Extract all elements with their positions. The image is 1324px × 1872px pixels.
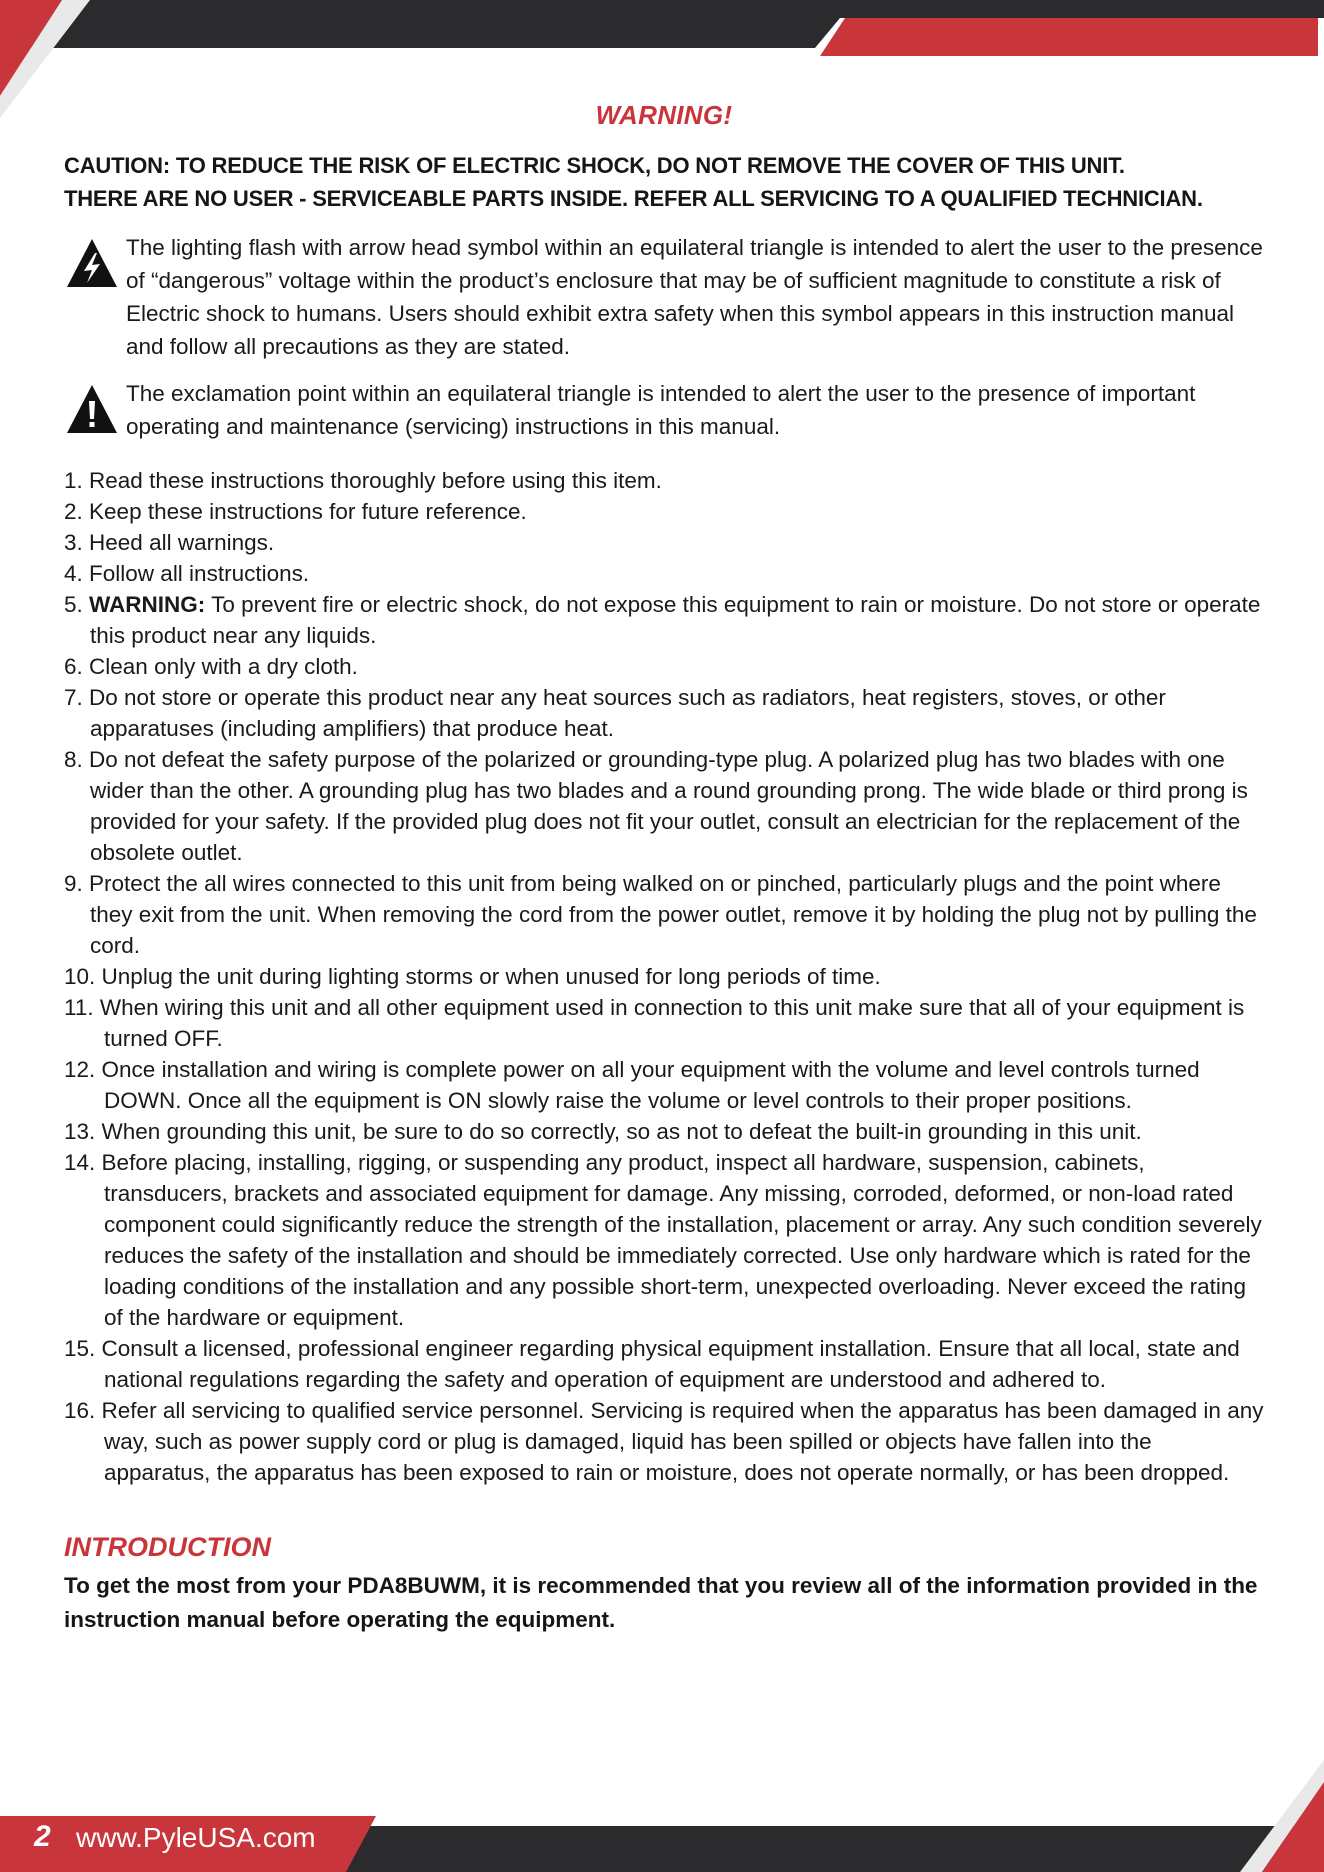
website-url: www.PyleUSA.com [76, 1822, 316, 1853]
list-item: 16. Refer all servicing to qualified service personnel. Servicing is required when the apparatus has been damaged in any way, such as power supply cord or plug is damaged, liquid has been spilled or objects have fallen into the apparatus, the apparatus has been exposed to rain or moisture, does not operate normally, or has been dropped. [64, 1398, 1264, 1485]
list-item: 2. Keep these instructions for future reference. [64, 499, 527, 524]
caution-line: THERE ARE NO USER - SERVICEABLE PARTS INSIDE. REFER ALL SERVICING TO A QUALIFIED TECHNICIAN. [64, 186, 1203, 211]
symbol-description: The exclamation point within an equilateral triangle is intended to alert the user to the presence of important operating and maintenance (servicing) instructions in this manual. [126, 381, 1196, 439]
page-number: 2 [34, 1820, 51, 1853]
list-item: 9. Protect the all wires connected to this unit from being walked on or pinched, particularly plugs and the point where they exit from the unit. When removing the cord from the power outlet, remove it by holding the plug not by pulling the cord. [64, 871, 1257, 958]
exclamation-triangle-icon [64, 381, 120, 437]
warning-label: WARNING: [89, 592, 206, 617]
list-item: 8. Do not defeat the safety purpose of the polarized or grounding-type plug. A polarized plug has two blades with one wider than the other. A grounding plug has two blades and a round grounding prong. The wide blade or third prong is provided for your safety. If the provided plug does not fit your outlet, consult an electrician for the replacement of the obsolete outlet. [64, 747, 1248, 865]
safety-instructions-list [64, 465, 1264, 1488]
lightning-triangle-icon [64, 235, 120, 291]
introduction-heading: INTRODUCTION [64, 1532, 271, 1562]
list-item: 7. Do not store or operate this product near any heat sources such as radiators, heat registers, stoves, or other apparatuses (including amplifiers) that produce heat. [64, 685, 1166, 741]
list-item: 1. Read these instructions thoroughly before using this item. [64, 468, 662, 493]
symbol-explanation-lightning [64, 231, 1264, 363]
list-item: 6. Clean only with a dry cloth. [64, 654, 358, 679]
header-red-band [820, 18, 1318, 56]
caution-line: CAUTION: TO REDUCE THE RISK OF ELECTRIC SHOCK, DO NOT REMOVE THE COVER OF THIS UNIT. [64, 153, 1125, 178]
warning-title: WARNING! [595, 100, 733, 130]
list-item: 10. Unplug the unit during lighting storms or when unused for long periods of time. [64, 964, 881, 989]
list-item: 3. Heed all warnings. [64, 530, 275, 555]
list-item: 13. When grounding this unit, be sure to do so correctly, so as not to defeat the built-in grounding in this unit. [64, 1119, 1142, 1144]
symbol-description: The lighting flash with arrow head symbol within an equilateral triangle is intended to alert the user to the presence of “dangerous” voltage within the product’s enclosure that may be of sufficient magnitude to constitute a risk of Electric shock to humans. Users should exhibit extra safety when this symbol appears in this instruction manual and follow all precautions as they are stated. [126, 235, 1263, 359]
symbol-explanation-exclamation [64, 377, 1264, 443]
list-item: 4. Follow all instructions. [64, 561, 310, 586]
page-content [64, 100, 1264, 1637]
list-item: 11. When wiring this unit and all other equipment used in connection to this unit make sure that all of your equipment is turned OFF. [64, 995, 1245, 1051]
introduction-text: To get the most from your PDA8BUWM, it is recommended that you review all of the information provided in the instruction manual before operating the equipment. [64, 1573, 1258, 1632]
list-item: 15. Consult a licensed, professional engineer regarding physical equipment installation. Ensure that all local, state and national regulations regarding the safety and operation of equipment are understood and adhered to. [64, 1336, 1240, 1392]
caution-notice [64, 149, 1264, 215]
list-item: 14. Before placing, installing, rigging, or suspending any product, inspect all hardware, suspension, cabinets, transducers, brackets and associated equipment for damage. Any missing, corroded, deformed, or non-load rated component could significantly reduce the strength of the installation, placement or array. Any such condition severely reduces the safety of the installation and should be immediately corrected. Use only hardware which is rated for the loading conditions of the installation and any possible short-term, unexpected overloading. Never exceed the rating of the hardware or equipment. [64, 1150, 1262, 1330]
list-item: 5. WARNING: To prevent fire or electric shock, do not expose this equipment to rain or moisture. Do not store or operate this product near any liquids. [64, 592, 1261, 648]
list-item: 12. Once installation and wiring is complete power on all your equipment with the volume and level controls turned DOWN. Once all the equipment is ON slowly raise the volume or level controls to their proper positions. [64, 1057, 1200, 1113]
